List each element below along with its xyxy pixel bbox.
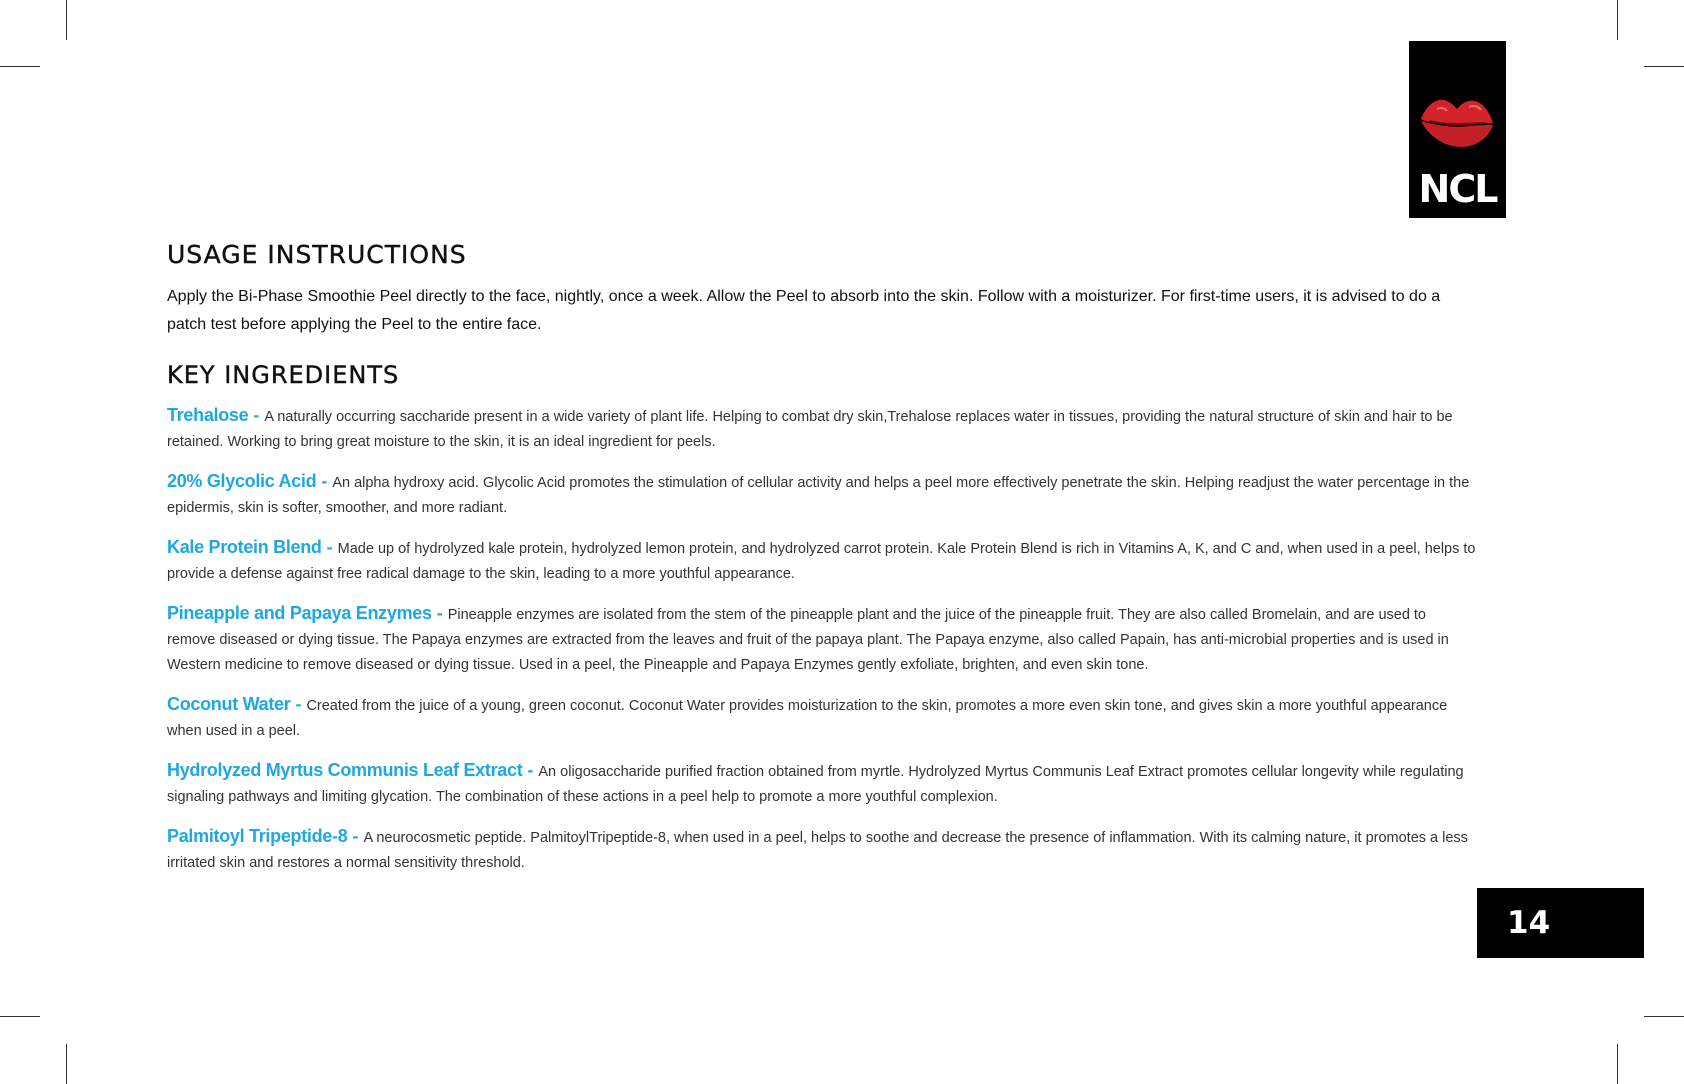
ingredient-description: A neurocosmetic peptide. PalmitoylTripeptide-8, when used in a peel, helps to soothe and decrease the presence of inflammation. With its calming nature, it promotes a less irritated skin and restores a normal sensitivity threshold. xyxy=(167,830,1468,871)
ingredient-item xyxy=(167,601,1477,678)
usage-instructions-text: Apply the Bi-Phase Smoothie Peel directly to the face, nightly, once a week. Allow the Peel to absorb into the skin. Follow with a moisturizer. For first-time users, it is advised to do a patch test before applying the Peel to the entire face. xyxy=(167,288,1441,333)
crop-mark-top-right-horizontal xyxy=(1644,66,1684,67)
ingredient-name: 20% Glycolic Acid xyxy=(167,471,317,491)
brand-logo xyxy=(1409,41,1506,218)
crop-mark-bottom-right-vertical xyxy=(1617,1044,1618,1084)
page-content xyxy=(167,240,1477,890)
ingredient-separator: - xyxy=(431,603,448,623)
ingredient-item xyxy=(167,824,1477,876)
ingredient-description: A naturally occurring saccharide present in a wide variety of plant life. Helping to combat dry skin,Trehalose replaces water in tissues, providing the natural structure of skin and hair to be retained. Working to bring great moisture to the skin, it is an ideal ingredient for peels. xyxy=(167,409,1453,450)
ingredient-separator: - xyxy=(316,471,333,491)
ingredient-description: Pineapple enzymes are isolated from the stem of the pineapple plant and the juice of the pineapple fruit. They are also called Bromelain, and are used to remove diseased or dying tissue. The Papaya enzymes are extracted from the leaves and fruit of the papaya plant. The Papaya enzyme, also called Papain, has anti-microbial properties and is used in Western medicine to remove diseased or dying tissue. Used in a peel, the Pineapple and Papaya Enzymes gently exfoliate, brighten, and even skin tone. xyxy=(167,607,1449,673)
usage-instructions-heading: USAGE INSTRUCTIONS xyxy=(167,240,467,269)
ingredient-separator: - xyxy=(248,405,265,425)
ingredient-separator: - xyxy=(522,760,539,780)
page-number-box xyxy=(1477,888,1644,958)
ingredient-description: Made up of hydrolyzed kale protein, hydrolyzed lemon protein, and hydrolyzed carrot protein. Kale Protein Blend is rich in Vitamins A, K, and C and, when used in a peel, helps to provide a defense against free radical damage to the skin, leading to a more youthful appearance. xyxy=(167,541,1476,582)
ingredient-item xyxy=(167,469,1477,521)
ingredient-item xyxy=(167,758,1477,810)
ingredient-item xyxy=(167,403,1477,455)
ingredient-name: Trehalose xyxy=(167,405,249,425)
ingredient-separator: - xyxy=(347,826,364,846)
ingredient-item xyxy=(167,692,1477,744)
crop-mark-top-right-vertical xyxy=(1617,0,1618,40)
ingredient-description: Created from the juice of a young, green coconut. Coconut Water provides moisturization to the skin, promotes a more even skin tone, and gives skin a more youthful appearance when used in a peel. xyxy=(167,698,1448,739)
ingredient-description: An oligosaccharide purified fraction obtained from myrtle. Hydrolyzed Myrtus Communis Leaf Extract promotes cellular longevity while regulating signaling pathways and limiting glycation. The combination of these actions in a peel help to promote a more youthful complexion. xyxy=(167,764,1464,805)
lips-icon xyxy=(1417,93,1497,151)
crop-mark-bottom-right-horizontal xyxy=(1644,1016,1684,1017)
crop-mark-bottom-left-horizontal xyxy=(0,1016,40,1017)
ingredient-description: An alpha hydroxy acid. Glycolic Acid promotes the stimulation of cellular activity and helps a peel more effectively penetrate the skin. Helping readjust the water percentage in the epidermis, skin is softer, smoother, and more radiant. xyxy=(167,475,1470,516)
ingredient-separator: - xyxy=(290,694,307,714)
ingredient-name: Kale Protein Blend xyxy=(167,537,322,557)
ingredient-name: Coconut Water xyxy=(167,694,291,714)
ingredients-list xyxy=(167,403,1477,876)
ingredient-name: Palmitoyl Tripeptide-8 xyxy=(167,826,348,846)
key-ingredients-heading: KEY INGREDIENTS xyxy=(167,361,400,389)
brand-logo-text: NCL xyxy=(1418,167,1497,211)
ingredient-name: Hydrolyzed Myrtus Communis Leaf Extract xyxy=(167,760,523,780)
ingredient-item xyxy=(167,535,1477,587)
page-number: 14 xyxy=(1507,905,1551,941)
crop-mark-bottom-left-vertical xyxy=(66,1044,67,1084)
ingredient-name: Pineapple and Papaya Enzymes xyxy=(167,603,432,623)
crop-mark-top-left-horizontal xyxy=(0,66,40,67)
crop-mark-top-left-vertical xyxy=(66,0,67,40)
ingredient-separator: - xyxy=(321,537,338,557)
